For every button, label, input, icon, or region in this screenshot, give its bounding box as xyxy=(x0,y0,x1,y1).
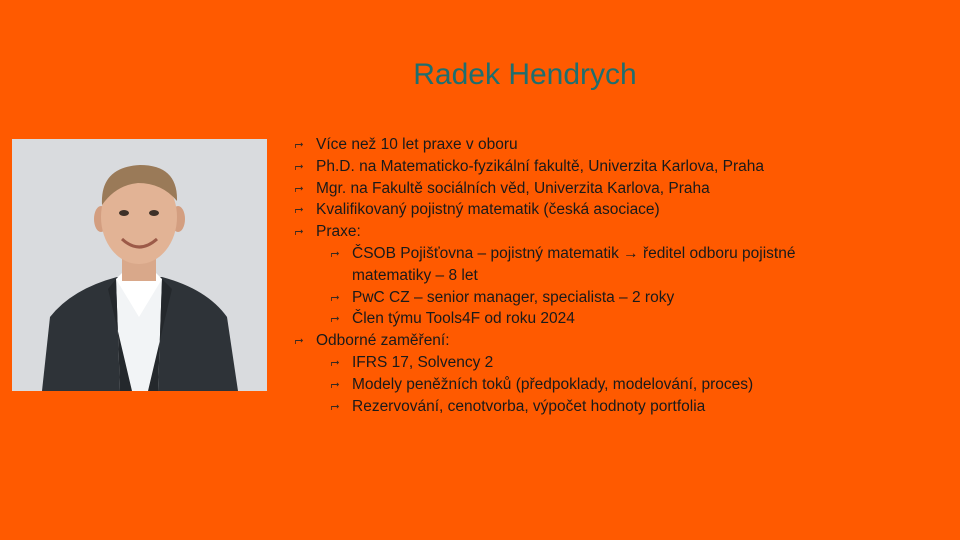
sub-list-item xyxy=(292,396,852,418)
list-item xyxy=(292,178,852,200)
arrow-bullet-icon: ⮣ xyxy=(294,203,304,216)
list-item xyxy=(292,221,852,243)
arrow-bullet-icon: ⮣ xyxy=(330,246,340,259)
slide-title: Radek Hendrych xyxy=(413,58,637,91)
list-item-text: ČSOB Pojišťovna – pojistný matematik → ředitel odboru pojistné matematiky – 8 let xyxy=(352,244,796,284)
list-item-text: Rezervování, cenotvorba, výpočet hodnoty portfolia xyxy=(352,397,706,415)
list-item-text: Kvalifikovaný pojistný matematik (česká asociace) xyxy=(316,201,660,219)
arrow-bullet-icon: ⮣ xyxy=(330,399,340,412)
list-item-text: Více než 10 let praxe v oboru xyxy=(316,136,518,153)
sub-list-item xyxy=(292,308,852,330)
list-item xyxy=(292,199,852,221)
portrait-photo xyxy=(12,139,267,391)
sub-list-item xyxy=(292,243,852,287)
arrow-bullet-icon: ⮣ xyxy=(330,355,340,368)
list-item-text: Praxe: xyxy=(316,223,361,241)
sub-list-item xyxy=(292,287,852,309)
arrow-bullet-icon: ⮣ xyxy=(330,312,340,325)
arrow-bullet-icon: ⮣ xyxy=(330,290,340,303)
bullet-list xyxy=(292,134,852,417)
portrait-illustration xyxy=(12,139,267,391)
list-item-text: IFRS 17, Solvency 2 xyxy=(352,353,494,371)
list-item-text: Člen týmu Tools4F od roku 2024 xyxy=(352,310,575,328)
arrow-bullet-icon: ⮣ xyxy=(294,138,304,150)
list-item-text: Odborné zaměření: xyxy=(316,332,450,350)
arrow-bullet-icon: ⮣ xyxy=(294,159,304,172)
arrow-bullet-icon: ⮣ xyxy=(294,181,304,194)
list-item xyxy=(292,156,852,178)
sub-list-item xyxy=(292,374,852,396)
arrow-bullet-icon: ⮣ xyxy=(330,377,340,390)
list-item-text: Modely peněžních toků (předpoklady, modelování, proces) xyxy=(352,375,754,393)
list-item xyxy=(292,330,852,352)
list-item-text: Ph.D. na Matematicko-fyzikální fakultě, Univerzita Karlova, Praha xyxy=(316,157,764,175)
list-item xyxy=(292,134,852,156)
list-item-text: PwC CZ – senior manager, specialista – 2 roky xyxy=(352,288,675,306)
list-item-text: Mgr. na Fakultě sociálních věd, Univerzita Karlova, Praha xyxy=(316,179,710,197)
arrow-bullet-icon: ⮣ xyxy=(294,225,304,238)
sub-list-item xyxy=(292,352,852,374)
arrow-bullet-icon: ⮣ xyxy=(294,334,304,347)
